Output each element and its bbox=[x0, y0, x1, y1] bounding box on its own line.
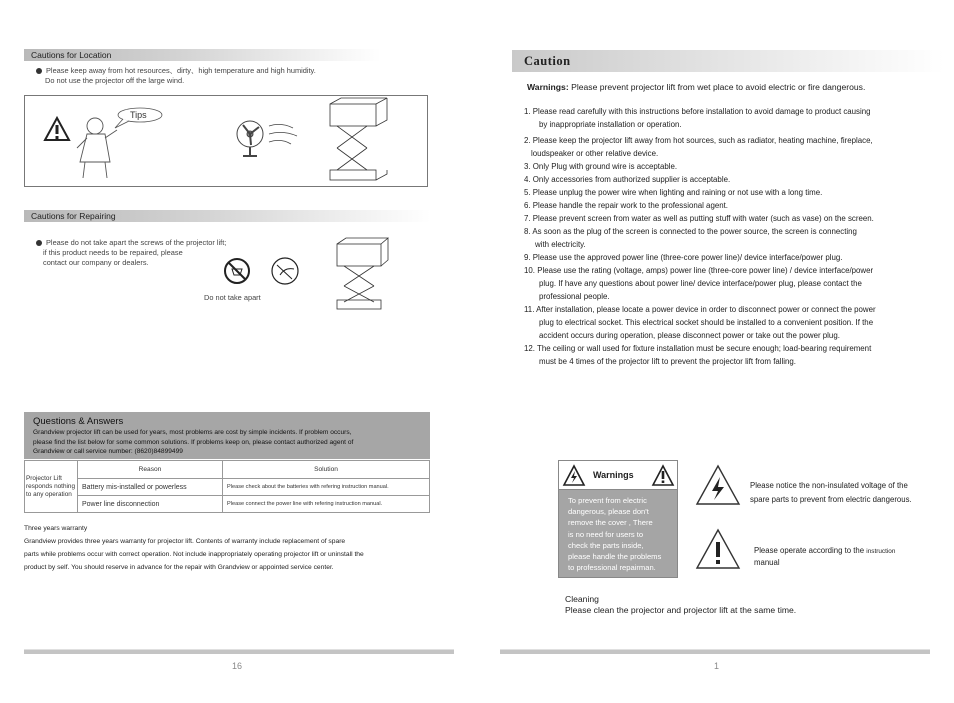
exclamation-triangle-icon bbox=[694, 527, 742, 571]
reason-cell: Battery mis-installed or powerless bbox=[78, 479, 223, 496]
qa-intro bbox=[33, 428, 353, 457]
notice1a: Please notice the non-insulated voltage of the bbox=[750, 481, 908, 490]
col-reason-header: Reason bbox=[78, 461, 223, 479]
warnings-label: Warnings: bbox=[527, 82, 569, 92]
qa-side-cell bbox=[25, 461, 78, 513]
fan-icon bbox=[237, 121, 297, 156]
cleaning-block bbox=[565, 594, 796, 615]
qa-side2: responds nothing bbox=[26, 482, 76, 490]
list-item: 1. Please read carefully with this instructions before installation to avoid damage to product causing by inappropriate installation or operation. bbox=[524, 107, 871, 129]
right-page-number: 1 bbox=[714, 661, 720, 671]
table-row bbox=[25, 496, 430, 513]
location-text bbox=[36, 66, 316, 86]
notice-operate bbox=[754, 545, 895, 568]
screwdriver-hand-icon bbox=[272, 258, 298, 284]
notice1b: spare parts to prevent from electric dangerous. bbox=[750, 495, 912, 504]
warnings-line bbox=[527, 82, 865, 92]
list-item: 11. After installation, please locate a power device in order to disconnect power or connect the power plug to electrical socket. This electrical socket should be installed to a convenient position. If the accident occurs during operation, please disconnect power or take out the power plug. bbox=[524, 305, 876, 340]
bullet-icon bbox=[36, 240, 42, 246]
location-line2: Do not use the projector off the large wind. bbox=[45, 76, 185, 85]
location-illustration-box bbox=[24, 95, 428, 187]
col-solution-header: Solution bbox=[223, 461, 430, 479]
bullet-icon bbox=[36, 68, 42, 74]
qa-side3: to any operation bbox=[26, 490, 72, 498]
location-line1: Please keep away from hot resources、dirty、high temperature and high humidity. bbox=[46, 66, 316, 75]
exclamation-triangle-icon bbox=[653, 466, 673, 485]
caution-title: Caution bbox=[512, 50, 944, 72]
repairing-line3: contact our company or dealers. bbox=[43, 258, 149, 267]
warranty-block bbox=[24, 522, 364, 574]
warnings-box-title: Warnings bbox=[593, 470, 634, 480]
list-item: 9. Please use the approved power line (three-core power line)/ device interface/power plug. bbox=[524, 253, 843, 262]
location-header: Cautions for Location bbox=[24, 49, 381, 61]
qa-header-block bbox=[24, 412, 430, 459]
left-footer-bar bbox=[24, 649, 454, 654]
list-item: 4. Only accessories from authorized supplier is acceptable. bbox=[524, 175, 731, 184]
solution-cell: Please check about the batteries with refering instruction manual. bbox=[223, 479, 430, 496]
projector-lift-sketch bbox=[330, 98, 387, 180]
qa-intro2: please find the list below for some common solutions. If problems keep on, please contact authorized agent of bbox=[33, 438, 354, 446]
warning-triangle-icon bbox=[45, 118, 69, 140]
right-footer-bar bbox=[500, 649, 930, 654]
warnings-box-header bbox=[559, 461, 677, 490]
notice-electric bbox=[750, 479, 912, 507]
list-item: 6. Please handle the repair work to the professional agent. bbox=[524, 201, 728, 210]
cleaning-text: Please clean the projector and projector lift at the same time. bbox=[565, 604, 797, 615]
projector-lift-sketch-2 bbox=[334, 236, 390, 311]
repairing-header: Cautions for Repairing bbox=[24, 210, 431, 222]
tips-label: Tips bbox=[130, 110, 147, 120]
list-item: 10. Please use the rating (voltage, amps) power line (three-core power line) / device interface/power plug. If have any questions about power line/ device interface/power plug, please contact the professional people. bbox=[524, 266, 874, 301]
list-item: 8. As soon as the plug of the screen is connected to the power source, the screen is connecting with electricity. bbox=[524, 227, 857, 249]
do-not-take-apart-caption: Do not take apart bbox=[204, 293, 261, 302]
warnings-text: Please prevent projector lift from wet place to avoid electric or fire dangerous. bbox=[571, 82, 866, 92]
list-item: 3. Only Plug with ground wire is acceptable. bbox=[524, 162, 678, 171]
left-page-number: 16 bbox=[232, 661, 243, 671]
qa-intro3: Grandview or call service number: (8620)84899499 bbox=[33, 448, 183, 456]
lightning-triangle-icon bbox=[564, 466, 584, 485]
qa-side1: Projector Lift bbox=[26, 474, 62, 482]
lightning-triangle-icon bbox=[694, 463, 742, 507]
list-item: 2. Please keep the projector lift away from hot sources, such as radiator, heating machine, fireplace, loudspeaker or other relative device. bbox=[524, 136, 873, 158]
warranty-line3: product by self. You should reserve in advance for the repair with Grandview or appointed service center. bbox=[24, 564, 334, 571]
notice2a: Please operate according to the bbox=[754, 546, 865, 555]
warranty-line1: Grandview provides three years warranty for projector lift. Contents of warranty include replacement of spare bbox=[24, 538, 346, 545]
qa-table bbox=[24, 460, 430, 513]
notice2b: instruction bbox=[866, 548, 896, 555]
warnings-box-text: To prevent from electric dangerous, please don't remove the cover , There is no need for users to check the parts inside, please handle the problems to professional repairman. bbox=[568, 496, 662, 573]
list-item: 5. Please unplug the power wire when lighting and raining or not use with a long time. bbox=[524, 188, 823, 197]
no-disassemble-icons bbox=[222, 255, 312, 295]
warnings-box bbox=[558, 460, 678, 578]
notice2c: manual bbox=[754, 558, 780, 567]
repairing-line2: if this product needs to be repaired, please bbox=[43, 248, 183, 257]
qa-title: Questions & Answers bbox=[33, 416, 124, 427]
solution-cell: Please connect the power line with refering instruction manual. bbox=[223, 496, 430, 513]
qa-intro1: Grandview projector lift can be used for years, most problems are cost by simple incidents. If problem occurs, bbox=[33, 429, 352, 436]
cleaning-title: Cleaning bbox=[565, 594, 599, 604]
person-sketch bbox=[77, 118, 117, 178]
warranty-title: Three years warranty bbox=[24, 525, 88, 532]
list-item: 12. The ceiling or wall used for fixture installation must be secure enough; load-bearing requirement must be 4 times of the projector lift to prevent the projector lift from falling. bbox=[524, 344, 872, 366]
location-illustration bbox=[25, 96, 427, 186]
table-row bbox=[25, 479, 430, 496]
rules-list bbox=[524, 105, 934, 368]
warranty-line2: parts while problems occur with correct operation. Not include inappropriately operating projector lift or uninstall the bbox=[24, 551, 364, 558]
repairing-line1: Please do not take apart the screws of the projector lift; bbox=[46, 238, 227, 247]
list-item: 7. Please prevent screen from water as well as putting stuff with water (such as vase) on the screen. bbox=[524, 214, 874, 223]
reason-cell: Power line disconnection bbox=[78, 496, 223, 513]
repairing-text bbox=[36, 238, 226, 268]
